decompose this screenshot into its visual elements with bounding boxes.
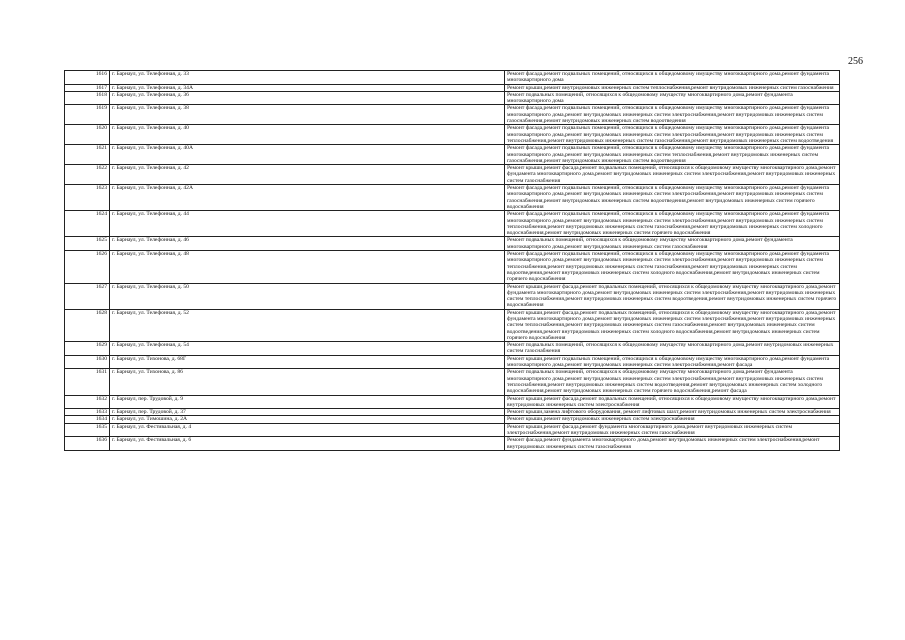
table-row — [65, 185, 840, 211]
row-number: 1625 — [65, 237, 110, 251]
row-work-list: Ремонт крыши,замена лифтового оборудования, ремонт лифтовых шахт,ремонт внутридомовых инженерных систем электроснабжения — [505, 409, 840, 416]
table-row — [65, 437, 840, 451]
table-row — [65, 125, 840, 145]
row-work-list: Ремонт крыши,ремонт фасада,ремонт фундамента многоквартирного дома,ремонт внутридомовых инженерных систем электроснабжения,ремонт внутридомовых инженерных систем газоснабжения — [505, 423, 840, 437]
row-number: 1621 — [65, 145, 110, 165]
row-work-list: Ремонт фасада,ремонт подвальных помещений, относящихся к общедомовому имуществу многоквартирного дома,ремонт фундамента многоквартирного дома — [505, 71, 840, 85]
row-address: г. Барнаул, ул. Телефонная, д. 48 — [110, 251, 505, 283]
row-number: 1627 — [65, 283, 110, 309]
row-number: 1633 — [65, 409, 110, 416]
row-work-list: Ремонт подвальных помещений, относящихся к общедомовому имуществу многоквартирного дома,ремонт внутридомовых инженерных систем газоснабжения — [505, 342, 840, 356]
row-number: 1635 — [65, 423, 110, 437]
row-number: 1616 — [65, 71, 110, 85]
row-address: г. Барнаул, ул. Телефонная, д. 38 — [110, 105, 505, 125]
table-row — [65, 251, 840, 283]
row-address: г. Барнаул, ул. Телефонная, д. 34А — [110, 84, 505, 91]
table-row — [65, 84, 840, 91]
row-address: г. Барнаул, ул. Тихонова, д. 86 — [110, 369, 505, 395]
row-number: 1632 — [65, 395, 110, 409]
row-address: г. Барнаул, ул. Телефонная, д. 36 — [110, 91, 505, 105]
register-table-body — [65, 71, 840, 451]
row-number: 1628 — [65, 309, 110, 341]
row-address: г. Барнаул, ул. Фестивальная, д. 4 — [110, 423, 505, 437]
row-address: г. Барнаул, ул. Фестивальная, д. 6 — [110, 437, 505, 451]
table-row — [65, 409, 840, 416]
row-address: г. Барнаул, ул. Телефонная, д. 52 — [110, 309, 505, 341]
row-address: г. Барнаул, ул. Телефонная, д. 46 — [110, 237, 505, 251]
row-address: г. Барнаул, ул. Телефонная, д. 42 — [110, 165, 505, 185]
row-work-list: Ремонт крыши,ремонт внутридомовых инженерных систем теплоснабжения,ремонт внутридомовых инженерных систем газоснабжения — [505, 84, 840, 91]
row-work-list: Ремонт фасада,ремонт подвальных помещений, относящихся к общедомовому имуществу многоквартирного дома,ремонт фундамента многоквартирного дома,ремонт внутридомовых инженерных систем электроснабжения,ремонт внутридомовых инженерных систем теплоснабжения,ремонт внутридомовых инженерных систем газоснабжения,ремонт внутридомовых инженерных систем водоотведения,ремонт внутридомовых инженерных систем холодного водоснабжения,ремонт внутридомовых инженерных систем горячего водоснабжения — [505, 251, 840, 283]
row-address: г. Барнаул, ул. Телефонная, д. 40 — [110, 125, 505, 145]
row-address: г. Барнаул, пер. Трудовой, д. 37 — [110, 409, 505, 416]
row-address: г. Барнаул, ул. Телефонная, д. 44 — [110, 211, 505, 237]
table-row — [65, 416, 840, 423]
row-address: г. Барнаул, ул. Телефонная, д. 33 — [110, 71, 505, 85]
row-number: 1630 — [65, 355, 110, 369]
table-row — [65, 283, 840, 309]
row-number: 1622 — [65, 165, 110, 185]
row-work-list: Ремонт фасада,ремонт подвальных помещений, относящихся к общедомовому имуществу многоквартирного дома,ремонт фундамента многоквартирного дома,ремонт внутридомовых инженерных систем электроснабжения,ремонт внутридомовых инженерных систем газоснабжения,ремонт внутридомовых инженерных систем водоотведения,ремонт внутридомовых инженерных систем горячего водоснабжения — [505, 185, 840, 211]
table-row — [65, 369, 840, 395]
row-work-list: Ремонт подвальных помещений, относящихся к общедомовому имуществу многоквартирного дома,ремонт фундамента многоквартирного дома — [505, 91, 840, 105]
row-number: 1626 — [65, 251, 110, 283]
row-work-list: Ремонт подвальных помещений, относящихся к общедомовому имуществу многоквартирного дома,ремонт фундамента многоквартирного дома,ремонт внутридомовых инженерных систем электроснабжения,ремонт внутридомовых инженерных систем теплоснабжения,ремонт внутридомовых инженерных систем водоотведения,ремонт внутридомовых инженерных систем холодного водоснабжения,ремонт внутридомовых инженерных систем горячего водоснабжения,ремонт фасада — [505, 369, 840, 395]
row-work-list: Ремонт подвальных помещений, относящихся к общедомовому имуществу многоквартирного дома,ремонт фундамента многоквартирного дома,ремонт внутридомовых инженерных систем газоснабжения — [505, 237, 840, 251]
table-row — [65, 342, 840, 356]
row-work-list: Ремонт фасада,ремонт подвальных помещений, относящихся к общедомовому имуществу многоквартирного дома,ремонт фундамента многоквартирного дома,ремонт внутридомовых инженерных систем электроснабжения,ремонт внутридомовых инженерных систем теплоснабжения,ремонт внутридомовых инженерных систем газоснабжения,ремонт внутридомовых инженерных систем водоотведения — [505, 125, 840, 145]
row-number: 1618 — [65, 91, 110, 105]
table-row — [65, 423, 840, 437]
row-address: г. Барнаул, ул. Тихонова, д. 68Г — [110, 355, 505, 369]
row-work-list: Ремонт фасада,ремонт фундамента многоквартирного дома,ремонт внутридомовых инженерных систем электроснабжения,ремонт внутридомовых инженерных систем газоснабжения — [505, 437, 840, 451]
table-row — [65, 237, 840, 251]
table-row — [65, 395, 840, 409]
row-address: г. Барнаул, пер. Трудовой, д. 9 — [110, 395, 505, 409]
row-address: г. Барнаул, ул. Телефонная, д. 54 — [110, 342, 505, 356]
table-row — [65, 211, 840, 237]
row-address: г. Барнаул, ул. Тимошина, д. 2А — [110, 416, 505, 423]
row-work-list: Ремонт фасада,ремонт подвальных помещений, относящихся к общедомовому имуществу многоквартирного дома,ремонт фундамента многоквартирного дома,ремонт внутридомовых инженерных систем электроснабжения,ремонт внутридомовых инженерных систем газоснабжения,ремонт внутридомовых инженерных систем водоотведения — [505, 105, 840, 125]
row-number: 1624 — [65, 211, 110, 237]
row-work-list: Ремонт фасада,ремонт подвальных помещений, относящихся к общедомовому имуществу многоквартирного дома,ремонт фундамента многоквартирного дома,ремонт внутридомовых инженерных систем электроснабжения,ремонт внутридомовых инженерных систем теплоснабжения,ремонт внутридомовых инженерных систем газоснабжения,ремонт внутридомовых инженерных систем холодного водоснабжения,ремонт внутридомовых инженерных систем горячего водоснабжения — [505, 211, 840, 237]
row-work-list: Ремонт крыши,ремонт фасада,ремонт подвальных помещений, относящихся к общедомовому имуществу многоквартирного дома,ремонт фундамента многоквартирного дома,ремонт внутридомовых инженерных систем электроснабжения,ремонт внутридомовых инженерных систем теплоснабжения,ремонт внутридомовых инженерных систем газоснабжения,ремонт внутридомовых инженерных систем водоотведения,ремонт внутридомовых инженерных систем холодного водоснабжения,ремонт внутридомовых инженерных систем горячего водоснабжения — [505, 309, 840, 341]
row-work-list: Ремонт крыши,ремонт внутридомовых инженерных систем электроснабжения — [505, 416, 840, 423]
table-row — [65, 145, 840, 165]
row-work-list: Ремонт крыши,ремонт фасада,ремонт подвальных помещений, относящихся к общедомовому имуществу многоквартирного дома,ремонт внутридомовых инженерных систем электроснабжения — [505, 395, 840, 409]
row-number: 1617 — [65, 84, 110, 91]
row-work-list: Ремонт крыши,ремонт подвальных помещений, относящихся к общедомовому имуществу многоквартирного дома,ремонт фундамента многоквартирного дома,ремонт внутридомовых инженерных систем электроснабжения,ремонт фасада — [505, 355, 840, 369]
row-address: г. Барнаул, ул. Телефонная, д. 40А — [110, 145, 505, 165]
table-row — [65, 309, 840, 341]
row-work-list: Ремонт фасада,ремонт подвальных помещений, относящихся к общедомовому имуществу многоквартирного дома,ремонт фундамента многоквартирного дома,ремонт внутридомовых инженерных систем теплоснабжения,ремонт внутридомовых инженерных систем газоснабжения,ремонт внутридомовых инженерных систем водоотведения — [505, 145, 840, 165]
table-row — [65, 165, 840, 185]
table-row — [65, 105, 840, 125]
row-number: 1636 — [65, 437, 110, 451]
row-number: 1619 — [65, 105, 110, 125]
table-row — [65, 355, 840, 369]
row-number: 1620 — [65, 125, 110, 145]
row-number: 1631 — [65, 369, 110, 395]
row-number: 1629 — [65, 342, 110, 356]
row-address: г. Барнаул, ул. Телефонная, д. 50 — [110, 283, 505, 309]
row-number: 1634 — [65, 416, 110, 423]
register-table — [64, 70, 840, 451]
row-work-list: Ремонт крыши,ремонт фасада,ремонт подвальных помещений, относящихся к общедомовому имуществу многоквартирного дома,ремонт фундамента многоквартирного дома,ремонт внутридомовых инженерных систем электроснабжения,ремонт внутридомовых инженерных систем теплоснабжения,ремонт внутридомовых инженерных систем водоотведения,ремонт внутридомовых инженерных систем горячего водоснабжения — [505, 283, 840, 309]
table-row — [65, 91, 840, 105]
page-number: 256 — [848, 56, 863, 67]
row-work-list: Ремонт крыши,ремонт фасада,ремонт подвальных помещений, относящихся к общедомовому имуществу многоквартирного дома,ремонт фундамента многоквартирного дома,ремонт внутридомовых инженерных систем электроснабжения,ремонт внутридомовых инженерных систем газоснабжения — [505, 165, 840, 185]
row-number: 1623 — [65, 185, 110, 211]
table-row — [65, 71, 840, 85]
row-address: г. Барнаул, ул. Телефонная, д. 42А — [110, 185, 505, 211]
